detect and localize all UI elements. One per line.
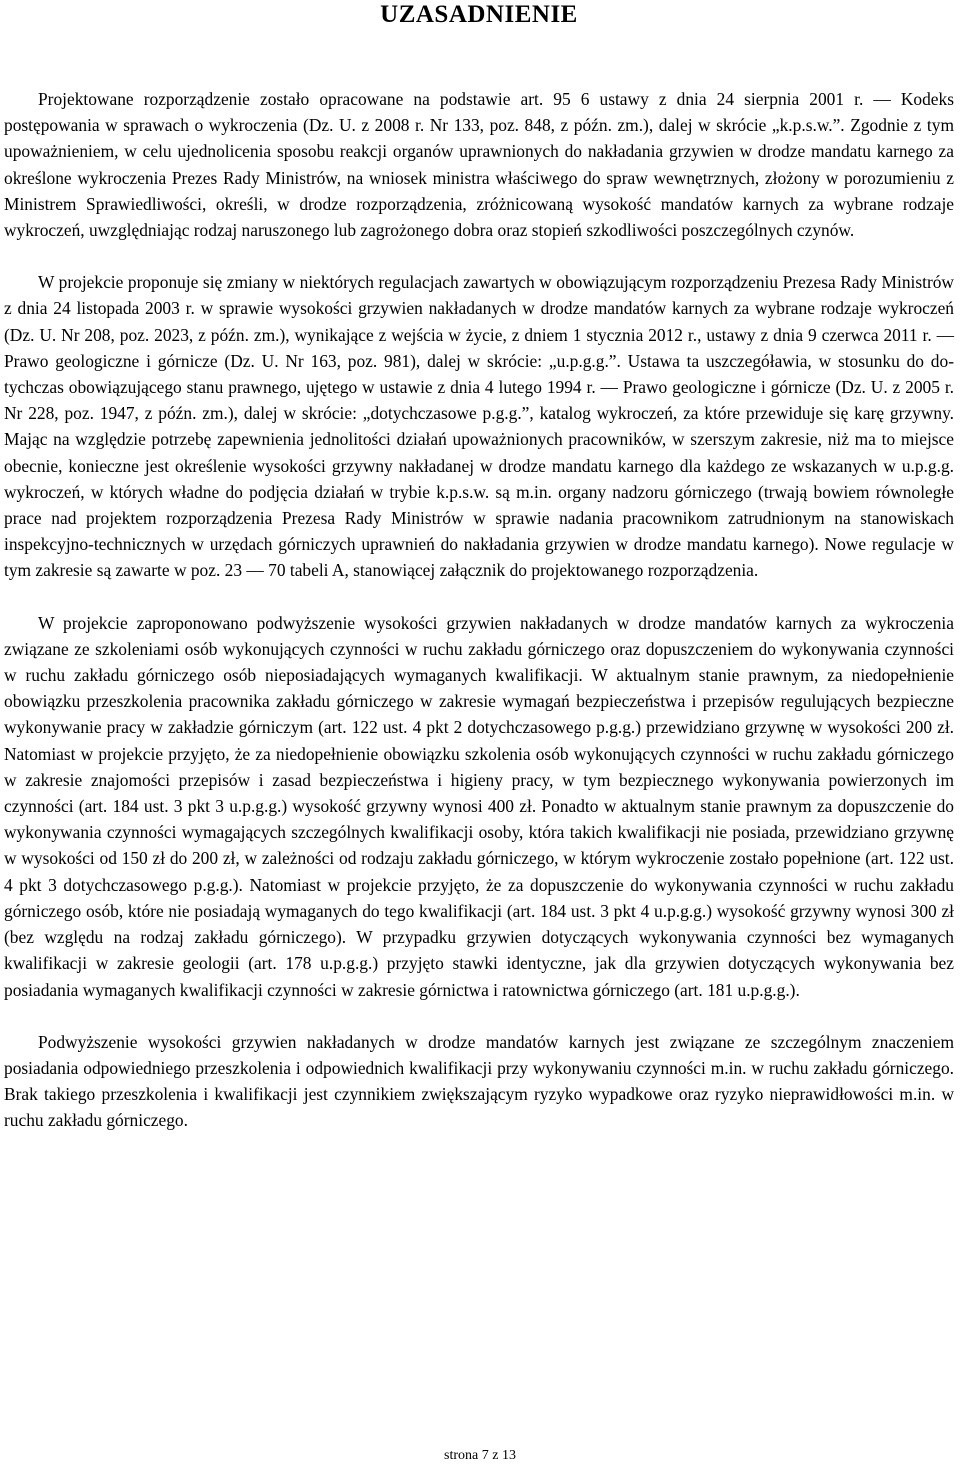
paragraph-legal-basis: Projektowane rozporządzenie zostało opracowane na podstawie art. 95 6 ustawy z dnia 24 sierpnia 2001 r. — Kodeks postępowania w sprawach o wykroczenia (Dz. U. z 2008 r. Nr 133, poz. 848, z późn. zm.), dalej w skrócie „k.p.s.w.”. Zgodnie z tym upoważnieniem, w celu ujednolicenia sposobu reakcji organów uprawnionych do nakładania grzywien w drodze mandatu karnego za określone wykroczenia Prezes Rady Ministrów, na wniosek ministra właściwego do spraw wewnętrznych, złożony w porozumieniu z Ministrem Sprawiedliwości, określi, w drodze rozporządzenia, zróżnicowaną wysokość mandatów karnych za wybrane rodzaje wykroczeń, uwzględniając rodzaj naruszonego lub zagrożonego dobra oraz stopień szkodliwości poszczególnych czynów. [4, 89, 954, 241]
paragraph-justification: Podwyższenie wysokości grzywien nakładanych w drodze mandatów karnych jest związane ze szczególnym znaczeniem posiadania odpowiedniego przeszkolenia i odpowiednich kwalifikacji przy wykonywaniu czynności m.in. w ruchu zakładu górniczego. Brak takiego przeszkolenia i kwalifikacji jest czynnikiem zwiększającym ryzyko wypadkowe oraz ryzyko nieprawidłowości m.in. w ruchu zakładu górniczego. [4, 1031, 954, 1131]
page-number-footer: strona 7 z 13 [444, 1448, 516, 1463]
page-title: UZASADNIENIE [380, 1, 578, 28]
paragraph-proposed-changes: W projekcie proponuje się zmiany w niektórych regulacjach zawartych w obowiązującym rozporządzeniu Prezesa Rady Ministrów z dnia 24 listopada 2003 r. w sprawie wysokości grzywien nakładanych w drodze mandatów karnych za wybrane rodzaje wykroczeń (Dz. U. Nr 208, poz. 2023, z późn. zm.), wynikające z wejścia w życie, z dniem 1 stycznia 2012 r., ustawy z dnia 9 czerwca 2011 r. — Prawo geologiczne i górnicze (Dz. U. Nr 163, poz. 981), dalej w skrócie: „u.p.g.g.”. Ustawa ta uszczegóławia, w stosunku do dotychczas obowiązującego stanu prawnego, ujętego w ustawie z dnia 4 lutego 1994 r. — Prawo geologiczne i górnicze (Dz. U. z 2005 r. Nr 228, poz. 1947, z późn. zm.), dalej w skrócie: „dotychczasowe p.g.g.”, katalog wykroczeń, za które przewiduje się karę grzywny. Mając na względzie potrzebę zapewnienia jednolitości działań upoważnionych pracowników, w szerszym zakresie, niż ma to miejsce obecnie, konieczne jest określenie wysokości grzywny nakładanej w drodze mandatu karnego dla każdego ze wskazanych w u.p.g.g. wykroczeń, w których władne do podjęcia działań w trybie k.p.s.w. są m.in. organy nadzoru górniczego (trwają bowiem równoległe prace nad projektem rozporządzenia Prezesa Rady Ministrów w sprawie nadania pracownikom zatrudnionym na stanowiskach inspekcyjno-technicznych w urzędach górniczych uprawnień do nakładania grzywien w drodze mandatu karnego). Nowe regulacje w tym zakresie są zawarte w poz. 23 — 70 tabeli A, stanowiącej załącznik do projektowanego rozporządzenia. [4, 272, 954, 581]
paragraph-fine-increase: W projekcie zaproponowano podwyższenie wysokości grzywien nakładanych w drodze mandatów karnych za wykroczenia związane ze szkoleniami osób wykonujących czynności w ruchu zakładu górniczego oraz dopuszczeniem do wykonywania czynności w ruchu zakładu górniczego osób nieposiadających wymaganych kwalifikacji. W aktualnym stanie prawnym, za niedopełnienie obowiązku przeszkolenia pracownika zakładu górniczego w zakresie wymagań bezpieczeństwa i przepisów regulujących bezpieczne wykonywanie pracy w zakładzie górniczym (art. 122 ust. 4 pkt 2 dotychczasowego p.g.g.) przewidziano grzywnę w wysokości 200 zł. Natomiast w projekcie przyjęto, że za niedopełnienie obowiązku szkolenia osób wykonujących czynności w ruchu zakładu górniczego w zakresie znajomości przepisów i zasad bezpieczeństwa i higieny pracy, w tym bezpiecznego wykonywania powierzonych im czynności (art. 184 ust. 3 pkt 3 u.p.g.g.) wysokość grzywny wynosi 400 zł. Ponadto w aktualnym stanie prawnym za dopuszczenie do wykonywania czynności wymagających szczególnych kwalifikacji osoby, która takich kwalifikacji nie posiada, przewidziano grzywnę w wysokości od 150 zł do 200 zł, w zależności od rodzaju zakładu górniczego, w którym wykroczenie zostało popełnione (art. 122 ust. 4 pkt 3 dotychczasowego p.g.g.). Natomiast w projekcie przyjęto, że za dopuszczenie do wykonywania czynności w ruchu zakładu górniczego osób, które nie posiadają wymaganych do tego kwalifikacji (art. 184 ust. 3 pkt 4 u.p.g.g.) wysokość grzywny wynosi 300 zł (bez względu na rodzaj zakładu górniczego). W przypadku grzywien dotyczących wykonywania czynności bez wymaganych kwalifikacji w zakresie geologii (art. 178 u.p.g.g.) przyjęto stawki identyczne, jak dla grzywien dotyczących wykonywania bez posiadania wymaganych kwalifikacji czynności w zakresie górnictwa i ratownictwa górniczego (art. 181 u.p.g.g.). [4, 612, 954, 1000]
